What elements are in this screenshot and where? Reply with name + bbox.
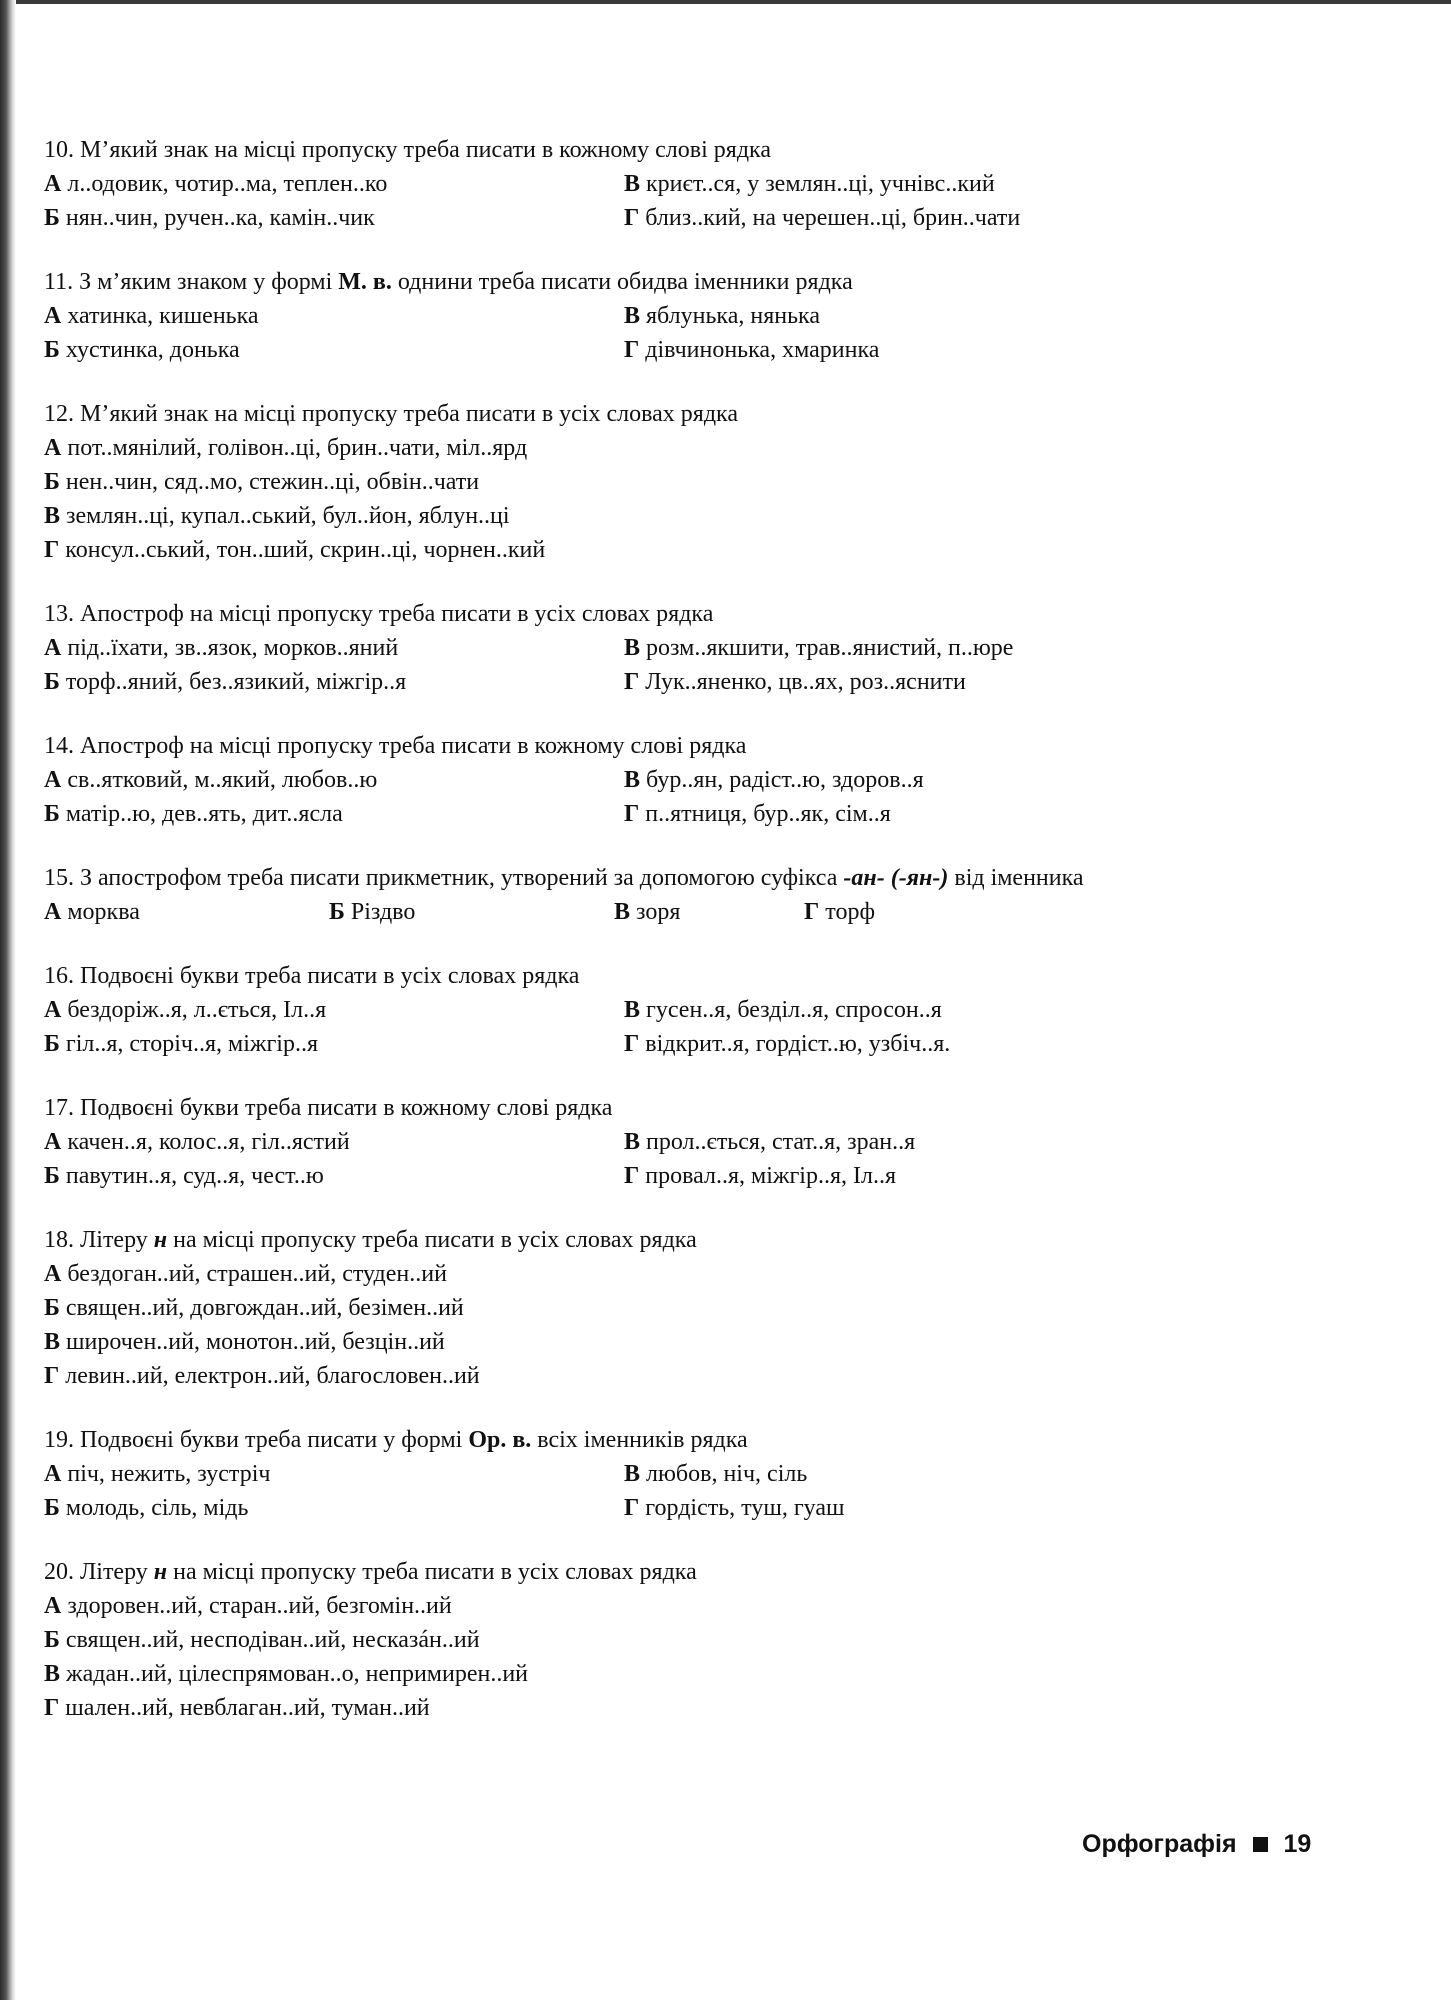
option-v[interactable]: В розм..якшити, трав..янистий, п..юре xyxy=(624,635,1014,661)
option-b[interactable]: Б священ..ий, несподіван..ий, несказáн..ий xyxy=(44,1627,480,1653)
option-a[interactable]: А св..ятковий, м..який, любов..ю xyxy=(44,767,378,793)
option-a[interactable]: А під..їхати, зв..язок, морков..яний xyxy=(44,635,399,661)
question-14 xyxy=(44,729,1334,831)
option-b[interactable]: Б нян..чин, ручен..ка, камін..чик xyxy=(44,205,375,231)
question-17 xyxy=(44,1091,1334,1193)
option-g[interactable]: Г дівчинонька, хмаринка xyxy=(624,337,880,363)
option-a[interactable]: А морква xyxy=(44,899,140,925)
question-stem: 13. Апостроф на місці пропуску треба писати в усіх словах рядка xyxy=(44,601,714,627)
option-g[interactable]: Г Лук..яненко, цв..ях, роз..яснити xyxy=(624,669,966,695)
option-v[interactable]: В зоря xyxy=(614,899,681,925)
option-v[interactable]: В криєт..ся, у землян..ці, учнівс..кий xyxy=(624,171,995,197)
option-v[interactable]: В яблунька, нянька xyxy=(624,303,821,329)
question-18 xyxy=(44,1223,1334,1393)
page-top-edge xyxy=(0,0,1451,4)
question-20 xyxy=(44,1555,1334,1725)
option-g[interactable]: Г левин..ий, електрон..ий, благословен..ий xyxy=(44,1363,480,1389)
square-bullet-icon xyxy=(1253,1837,1268,1852)
option-a[interactable]: А піч, нежить, зустріч xyxy=(44,1461,271,1487)
option-g[interactable]: Г провал..я, міжгір..я, Іл..я xyxy=(624,1163,897,1189)
page-footer xyxy=(1082,1830,1311,1859)
question-13 xyxy=(44,597,1334,699)
option-g[interactable]: Г п..ятниця, бур..як, сім..я xyxy=(624,801,891,827)
question-15 xyxy=(44,861,1334,929)
option-v[interactable]: В бур..ян, радіст..ю, здоров..я xyxy=(624,767,924,793)
option-b[interactable]: Б молодь, сіль, мідь xyxy=(44,1495,249,1521)
question-11 xyxy=(44,265,1334,367)
option-a[interactable]: А бездоган..ий, страшен..ий, студен..ий xyxy=(44,1261,447,1287)
option-g[interactable]: Г шален..ий, невблаган..ий, туман..ий xyxy=(44,1695,430,1721)
option-a[interactable]: А качен..я, колос..я, гіл..ястий xyxy=(44,1129,350,1155)
option-b[interactable]: Б матір..ю, дев..ять, дит..ясла xyxy=(44,801,343,827)
option-v[interactable]: В землян..ці, купал..ський, бул..йон, яблун..ці xyxy=(44,503,510,529)
option-g[interactable]: Г близ..кий, на черешен..ці, брин..чати xyxy=(624,205,1021,231)
page-number: 19 xyxy=(1283,1830,1312,1858)
option-v[interactable]: В жадан..ий, цілеспрямован..о, непримирен..ий xyxy=(44,1661,529,1687)
option-a[interactable]: А бездоріж..я, л..ється, Іл..я xyxy=(44,997,327,1023)
page-binding-edge xyxy=(0,0,16,2000)
option-a[interactable]: А хатинка, кишенька xyxy=(44,303,259,329)
option-g[interactable]: Г консул..ський, тон..ший, скрин..ці, чорнен..кий xyxy=(44,537,546,563)
option-v[interactable]: В прол..ється, стат..я, зран..я xyxy=(624,1129,916,1155)
question-stem: 10. М’який знак на місці пропуску треба писати в кожному слові рядка xyxy=(44,137,771,163)
question-19 xyxy=(44,1423,1334,1525)
option-a[interactable]: А л..одовик, чотир..ма, теплен..ко xyxy=(44,171,388,197)
question-16 xyxy=(44,959,1334,1061)
option-g[interactable]: Г відкрит..я, гордіст..ю, узбіч..я. xyxy=(624,1031,951,1057)
question-stem: 17. Подвоєні букви треба писати в кожному слові рядка xyxy=(44,1095,613,1121)
question-10 xyxy=(44,133,1334,235)
question-12 xyxy=(44,397,1334,567)
section-title: Орфографія xyxy=(1082,1830,1237,1858)
question-stem: 19. Подвоєні букви треба писати у формі Ор. в. всіх іменників рядка xyxy=(44,1427,748,1453)
question-stem: 18. Літеру н на місці пропуску треба писати в усіх словах рядка xyxy=(44,1227,697,1253)
question-stem: 14. Апостроф на місці пропуску треба писати в кожному слові рядка xyxy=(44,733,747,759)
option-b[interactable]: Б священ..ий, довгождан..ий, безімен..ий xyxy=(44,1295,464,1321)
option-a[interactable]: А здоровен..ий, старан..ий, безгомін..ий xyxy=(44,1593,452,1619)
option-v[interactable]: В любов, ніч, сіль xyxy=(624,1461,808,1487)
option-b[interactable]: Б павутин..я, суд..я, чест..ю xyxy=(44,1163,324,1189)
question-stem: 12. М’який знак на місці пропуску треба писати в усіх словах рядка xyxy=(44,401,738,427)
option-b[interactable]: Б нен..чин, сяд..мо, стежин..ці, обвін..чати xyxy=(44,469,480,495)
option-b[interactable]: Б хустинка, донька xyxy=(44,337,240,363)
option-b[interactable]: Б Різдво xyxy=(329,899,416,925)
question-stem: 20. Літеру н на місці пропуску треба писати в усіх словах рядка xyxy=(44,1559,697,1585)
question-list xyxy=(44,133,1334,1755)
option-a[interactable]: А пот..мянілий, голівон..ці, брин..чати, міл..ярд xyxy=(44,435,528,461)
option-b[interactable]: Б гіл..я, сторіч..я, міжгір..я xyxy=(44,1031,318,1057)
option-g[interactable]: Г торф xyxy=(804,899,876,925)
option-g[interactable]: Г гордість, туш, гуаш xyxy=(624,1495,845,1521)
option-b[interactable]: Б торф..яний, без..язикий, міжгір..я xyxy=(44,669,407,695)
question-stem: 15. З апострофом треба писати прикметник, утворений за допомогою суфікса -ан- (-ян-) від іменника xyxy=(44,865,1084,891)
question-stem: 16. Подвоєні букви треба писати в усіх словах рядка xyxy=(44,963,580,989)
question-stem: 11. З м’яким знаком у формі М. в. однини треба писати обидва іменники рядка xyxy=(44,269,853,295)
option-v[interactable]: В широчен..ий, монотон..ий, безцін..ий xyxy=(44,1329,445,1355)
option-v[interactable]: В гусен..я, безділ..я, спросон..я xyxy=(624,997,942,1023)
